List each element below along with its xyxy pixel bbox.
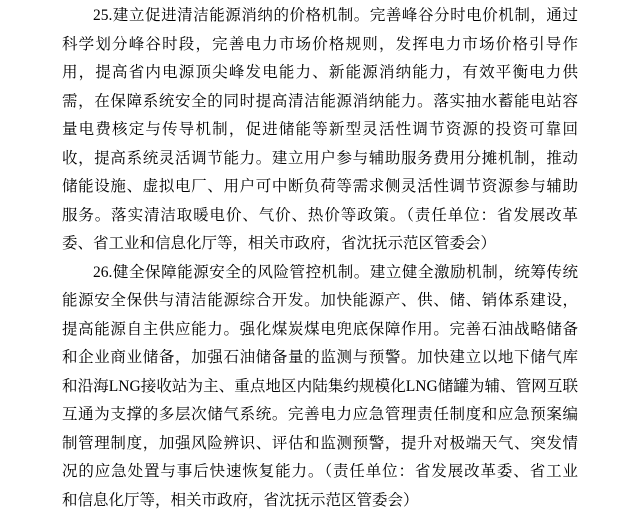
text-line: 26.健全保障能源安全的风险管控机制。建立健全激励机制，统筹传统 — [62, 259, 578, 288]
text-line: 科学划分峰谷时段，完善电力市场价格规则，发挥电力市场价格引导作 — [62, 31, 578, 60]
text-line: 用，提高省内电源顶尖峰发电能力、新能源消纳能力，有效平衡电力供 — [62, 59, 578, 88]
paragraph-item-25 — [62, 2, 578, 259]
text-line: 互通为支撑的多层次储气系统。完善电力应急管理责任制度和应急预案编 — [62, 401, 578, 430]
text-line: 储能设施、虚拟电厂、用户可中断负荷等需求侧灵活性调节资源参与辅助 — [62, 173, 578, 202]
text-line: 委、省工业和信息化厅等，相关市政府，省沈抚示范区管委会） — [62, 230, 578, 259]
text-line: 况的应急处置与事后快速恢复能力。（责任单位：省发展改革委、省工业 — [62, 458, 578, 487]
text-line: 25.建立促进清洁能源消纳的价格机制。完善峰谷分时电价机制，通过 — [62, 2, 578, 31]
text-line: 收，提高系统灵活调节能力。建立用户参与辅助服务费用分摊机制，推动 — [62, 145, 578, 174]
text-line: 和信息化厅等，相关市政府，省沈抚示范区管委会） — [62, 487, 578, 515]
text-line: 服务。落实清洁取暖电价、气价、热价等政策。（责任单位：省发展改革 — [62, 202, 578, 231]
paragraph-item-26 — [62, 259, 578, 515]
text-line: 和沿海LNG接收站为主、重点地区内陆集约规模化LNG储罐为辅、管网互联 — [62, 373, 578, 402]
text-line: 制管理制度，加强风险辨识、评估和监测预警，提升对极端天气、突发情 — [62, 430, 578, 459]
text-line: 和企业商业储备，加强石油储备量的监测与预警。加快建立以地下储气库 — [62, 344, 578, 373]
text-line: 需，在保障系统安全的同时提高清洁能源消纳能力。落实抽水蓄能电站容 — [62, 88, 578, 117]
text-line: 量电费核定与传导机制，促进储能等新型灵活性调节资源的投资可靠回 — [62, 116, 578, 145]
text-line: 提高能源自主供应能力。强化煤炭煤电兜底保障作用。完善石油战略储备 — [62, 316, 578, 345]
text-line: 能源安全保供与清洁能源综合开发。加快能源产、供、储、销体系建设， — [62, 287, 578, 316]
